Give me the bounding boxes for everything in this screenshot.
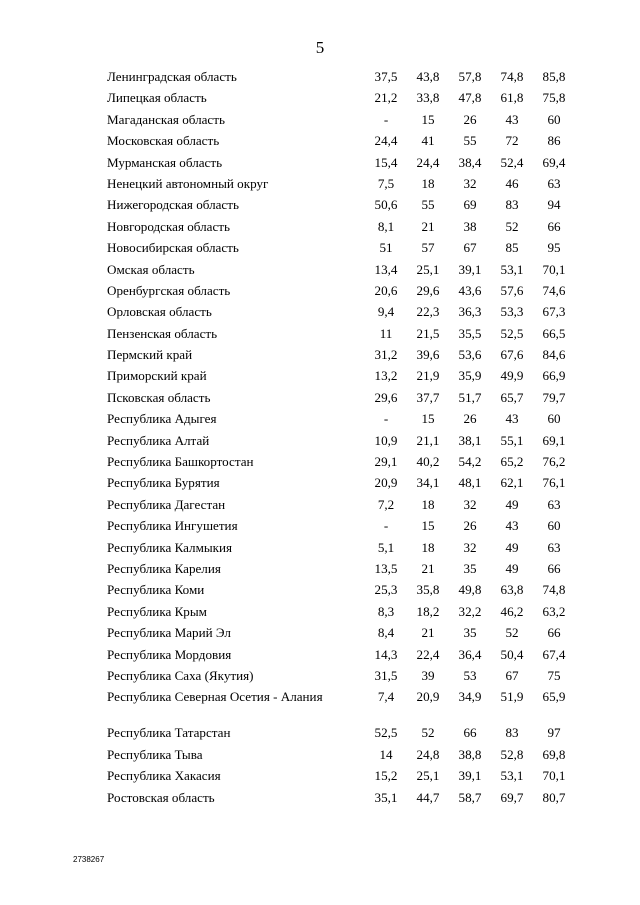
value-cell: 94 <box>547 197 561 213</box>
region-name: Новосибирская область <box>107 240 239 256</box>
value-cell: 85 <box>505 240 519 256</box>
value-cell: 70,1 <box>542 768 566 784</box>
value-cell: 47,8 <box>458 90 482 106</box>
value-cell: 65,7 <box>500 389 524 405</box>
region-name: Мурманская область <box>107 154 223 170</box>
table-row <box>107 668 575 689</box>
value-cell: 65,9 <box>542 689 566 705</box>
region-name: Магаданская область <box>107 111 225 127</box>
region-name: Республика Марий Эл <box>107 625 231 641</box>
value-cell: - <box>383 518 389 534</box>
value-cell: 53,3 <box>500 304 524 320</box>
value-cell: 43 <box>505 411 519 427</box>
value-cell: 35 <box>463 625 477 641</box>
value-cell: 63,8 <box>500 582 524 598</box>
table-row <box>107 689 575 725</box>
region-name: Республика Бурятия <box>107 475 220 491</box>
value-cell: 25,1 <box>416 768 440 784</box>
value-cell: 37,5 <box>374 69 398 84</box>
table-row <box>107 768 575 789</box>
region-name: Республика Северная Осетия - Алания <box>107 689 323 705</box>
value-cell: 5,1 <box>377 539 395 555</box>
value-cell: 52 <box>505 218 519 234</box>
value-cell: 54,2 <box>458 454 482 470</box>
value-cell: 20,9 <box>374 475 398 491</box>
value-cell: 21,2 <box>374 90 398 106</box>
value-cell: 53 <box>463 667 477 683</box>
value-cell: 51 <box>379 240 393 256</box>
value-cell: 20,6 <box>374 282 398 298</box>
value-cell: 52 <box>421 725 435 741</box>
table-row <box>107 283 575 304</box>
region-name: Республика Саха (Якутия) <box>107 667 254 683</box>
value-cell: 57,6 <box>500 282 524 298</box>
value-cell: 48,1 <box>458 475 482 491</box>
value-cell: 41 <box>421 133 435 149</box>
value-cell: 29,1 <box>374 454 398 470</box>
value-cell: 66,5 <box>542 325 566 341</box>
value-cell: 53,1 <box>500 261 524 277</box>
region-name: Республика Карелия <box>107 560 221 576</box>
table-row <box>107 326 575 347</box>
value-cell: 8,1 <box>377 218 395 234</box>
value-cell: 74,6 <box>542 282 566 298</box>
value-cell: 32 <box>463 175 477 191</box>
table-row <box>107 368 575 389</box>
region-name: Нижегородская область <box>107 197 239 213</box>
value-cell: 69,1 <box>542 432 566 448</box>
value-cell: 43,6 <box>458 282 482 298</box>
value-cell: 65,2 <box>500 454 524 470</box>
value-cell: 38 <box>463 218 477 234</box>
table-row <box>107 197 575 218</box>
region-name: Липецкая область <box>107 90 207 106</box>
table-row <box>107 219 575 240</box>
value-cell: 26 <box>463 111 477 127</box>
value-cell: 22,3 <box>416 304 440 320</box>
value-cell: 7,5 <box>377 175 395 191</box>
region-name: Республика Калмыкия <box>107 539 233 555</box>
region-name: Новгородская область <box>107 218 230 234</box>
value-cell: 39,6 <box>416 347 440 363</box>
region-name: Республика Алтай <box>107 432 210 448</box>
value-cell: 38,1 <box>458 432 482 448</box>
table-row <box>107 69 575 90</box>
value-cell: 32 <box>463 539 477 555</box>
value-cell: 58,7 <box>458 789 482 805</box>
value-cell: 86 <box>547 133 561 149</box>
value-cell: 83 <box>505 197 519 213</box>
value-cell: 52,4 <box>500 154 524 170</box>
region-name: Омская область <box>107 261 195 277</box>
table-row <box>107 475 575 496</box>
table-row <box>107 540 575 561</box>
value-cell: 24,8 <box>416 746 440 762</box>
value-cell: 21 <box>421 560 435 576</box>
value-cell: 8,3 <box>377 603 395 619</box>
value-cell: 10,9 <box>374 432 398 448</box>
value-cell: 37,7 <box>416 389 440 405</box>
value-cell: 29,6 <box>374 389 398 405</box>
value-cell: 51,9 <box>500 689 524 705</box>
value-cell: 7,2 <box>377 496 395 512</box>
value-cell: 14,3 <box>374 646 398 662</box>
region-name: Республика Башкортостан <box>107 454 254 470</box>
value-cell: 26 <box>463 411 477 427</box>
table-row <box>107 561 575 582</box>
value-cell: 66 <box>547 625 561 641</box>
value-cell: - <box>383 111 389 127</box>
value-cell: 63,2 <box>542 603 566 619</box>
value-cell: 21,9 <box>416 368 440 384</box>
value-cell: 32,2 <box>458 603 482 619</box>
value-cell: 52 <box>505 625 519 641</box>
table-row <box>107 582 575 603</box>
value-cell: 69 <box>463 197 477 213</box>
region-name: Московская область <box>107 133 220 149</box>
value-cell: 18 <box>421 175 435 191</box>
value-cell: 35,5 <box>458 325 482 341</box>
value-cell: 76,2 <box>542 454 566 470</box>
value-cell: 61,8 <box>500 90 524 106</box>
value-cell: 46 <box>505 175 519 191</box>
value-cell: 63 <box>547 175 561 191</box>
value-cell: 25,3 <box>374 582 398 598</box>
value-cell: 67,6 <box>500 347 524 363</box>
value-cell: 36,3 <box>458 304 482 320</box>
value-cell: 55 <box>463 133 477 149</box>
table-row <box>107 497 575 518</box>
value-cell: 38,8 <box>458 746 482 762</box>
region-name: Республика Мордовия <box>107 646 232 662</box>
value-cell: 43 <box>505 518 519 534</box>
value-cell: 18 <box>421 539 435 555</box>
value-cell: 66 <box>547 218 561 234</box>
table-row <box>107 155 575 176</box>
value-cell: 43,8 <box>416 69 440 84</box>
value-cell: 9,4 <box>377 304 395 320</box>
region-name: Республика Татарстан <box>107 725 231 741</box>
region-name: Республика Ингушетия <box>107 518 238 534</box>
value-cell: 75 <box>547 667 561 683</box>
value-cell: 50,6 <box>374 197 398 213</box>
value-cell: 50,4 <box>500 646 524 662</box>
value-cell: 21 <box>421 218 435 234</box>
region-name: Псковская область <box>107 389 211 405</box>
value-cell: 83 <box>505 725 519 741</box>
value-cell: 67,3 <box>542 304 566 320</box>
region-name: Ленинградская область <box>107 69 237 84</box>
region-name: Ненецкий автономный округ <box>107 175 269 191</box>
page-number: 5 <box>315 38 325 57</box>
value-cell: 39 <box>421 667 435 683</box>
value-cell: 97 <box>547 725 561 741</box>
value-cell: 44,7 <box>416 789 440 805</box>
value-cell: 52,5 <box>500 325 524 341</box>
table-row <box>107 240 575 261</box>
value-cell: 49 <box>505 496 519 512</box>
region-name: Пермский край <box>107 347 193 363</box>
value-cell: 33,8 <box>416 90 440 106</box>
value-cell: 66 <box>547 560 561 576</box>
value-cell: 22,4 <box>416 646 440 662</box>
value-cell: 52,5 <box>374 725 398 741</box>
value-cell: 24,4 <box>374 133 398 149</box>
value-cell: 18,2 <box>416 603 440 619</box>
value-cell: 13,2 <box>374 368 398 384</box>
region-name: Приморский край <box>107 368 207 384</box>
value-cell: 39,1 <box>458 768 482 784</box>
value-cell: 67 <box>463 240 477 256</box>
value-cell: 62,1 <box>500 475 524 491</box>
table-row <box>107 411 575 432</box>
value-cell: 15 <box>421 111 435 127</box>
value-cell: 67,4 <box>542 646 566 662</box>
value-cell: 66 <box>463 725 477 741</box>
table-row <box>107 725 575 746</box>
value-cell: 7,4 <box>377 689 395 705</box>
value-cell: 55 <box>421 197 435 213</box>
value-cell: 70,1 <box>542 261 566 277</box>
value-cell: 34,9 <box>458 689 482 705</box>
value-cell: 39,1 <box>458 261 482 277</box>
value-cell: 26 <box>463 518 477 534</box>
value-cell: 15 <box>421 411 435 427</box>
table-row <box>107 176 575 197</box>
table-row <box>107 647 575 668</box>
table-row <box>107 747 575 768</box>
value-cell: 35,9 <box>458 368 482 384</box>
value-cell: 18 <box>421 496 435 512</box>
value-cell: 51,7 <box>458 389 482 405</box>
table-row <box>107 304 575 325</box>
region-name: Ростовская область <box>107 789 215 805</box>
value-cell: 14 <box>379 746 393 762</box>
value-cell: 55,1 <box>500 432 524 448</box>
region-name: Пензенская область <box>107 325 218 341</box>
table-row <box>107 90 575 111</box>
table-row <box>107 790 575 811</box>
value-cell: 31,5 <box>374 667 398 683</box>
value-cell: 74,8 <box>500 69 524 84</box>
value-cell: 66,9 <box>542 368 566 384</box>
region-name: Республика Адыгея <box>107 411 217 427</box>
value-cell: 35,8 <box>416 582 440 598</box>
value-cell: 24,4 <box>416 154 440 170</box>
value-cell: 11 <box>379 325 393 341</box>
table-row <box>107 454 575 475</box>
value-cell: 35 <box>463 560 477 576</box>
value-cell: 57,8 <box>458 69 482 84</box>
value-cell: 8,4 <box>377 625 395 641</box>
region-values-table <box>107 69 575 811</box>
value-cell: 95 <box>547 240 561 256</box>
value-cell: 40,2 <box>416 454 440 470</box>
value-cell: 79,7 <box>542 389 566 405</box>
value-cell: 20,9 <box>416 689 440 705</box>
value-cell: 49,9 <box>500 368 524 384</box>
value-cell: 15 <box>421 518 435 534</box>
value-cell: 46,2 <box>500 603 524 619</box>
region-name: Республика Крым <box>107 603 207 619</box>
value-cell: 49,8 <box>458 582 482 598</box>
table-row <box>107 112 575 133</box>
value-cell: 29,6 <box>416 282 440 298</box>
value-cell: 53,6 <box>458 347 482 363</box>
value-cell: 21,1 <box>416 432 440 448</box>
region-name: Оренбургская область <box>107 282 231 298</box>
value-cell: 69,4 <box>542 154 566 170</box>
value-cell: 13,4 <box>374 261 398 277</box>
table-row <box>107 390 575 411</box>
value-cell: 13,5 <box>374 560 398 576</box>
region-name: Республика Коми <box>107 582 205 598</box>
document-id: 2738267 <box>73 855 105 864</box>
value-cell: 63 <box>547 539 561 555</box>
value-cell: 15,2 <box>374 768 398 784</box>
value-cell: 31,2 <box>374 347 398 363</box>
value-cell: 74,8 <box>542 582 566 598</box>
value-cell: 35,1 <box>374 789 398 805</box>
value-cell: 15,4 <box>374 154 398 170</box>
value-cell: 75,8 <box>542 90 566 106</box>
value-cell: 21,5 <box>416 325 440 341</box>
value-cell: 72 <box>505 133 519 149</box>
value-cell: 43 <box>505 111 519 127</box>
value-cell: 34,1 <box>416 475 440 491</box>
value-cell: 63 <box>547 496 561 512</box>
table-row <box>107 133 575 154</box>
value-cell: 25,1 <box>416 261 440 277</box>
value-cell: 49 <box>505 539 519 555</box>
value-cell: 84,6 <box>542 347 566 363</box>
value-cell: 57 <box>421 240 435 256</box>
value-cell: 60 <box>547 411 561 427</box>
value-cell: - <box>383 411 389 427</box>
region-name: Орловская область <box>107 304 212 320</box>
value-cell: 38,4 <box>458 154 482 170</box>
value-cell: 53,1 <box>500 768 524 784</box>
region-name: Республика Хакасия <box>107 768 221 784</box>
value-cell: 85,8 <box>542 69 566 84</box>
value-cell: 60 <box>547 111 561 127</box>
value-cell: 36,4 <box>458 646 482 662</box>
region-name: Республика Тыва <box>107 746 203 762</box>
table-row <box>107 347 575 368</box>
value-cell: 21 <box>421 625 435 641</box>
value-cell: 32 <box>463 496 477 512</box>
table-row <box>107 433 575 454</box>
value-cell: 52,8 <box>500 746 524 762</box>
table-row <box>107 262 575 283</box>
table-row <box>107 518 575 539</box>
value-cell: 80,7 <box>542 789 566 805</box>
value-cell: 76,1 <box>542 475 566 491</box>
value-cell: 60 <box>547 518 561 534</box>
value-cell: 49 <box>505 560 519 576</box>
value-cell: 67 <box>505 667 519 683</box>
value-cell: 69,7 <box>500 789 524 805</box>
table-row <box>107 625 575 646</box>
table-row <box>107 604 575 625</box>
value-cell: 69,8 <box>542 746 566 762</box>
region-name: Республика Дагестан <box>107 496 226 512</box>
table-body <box>107 69 575 811</box>
